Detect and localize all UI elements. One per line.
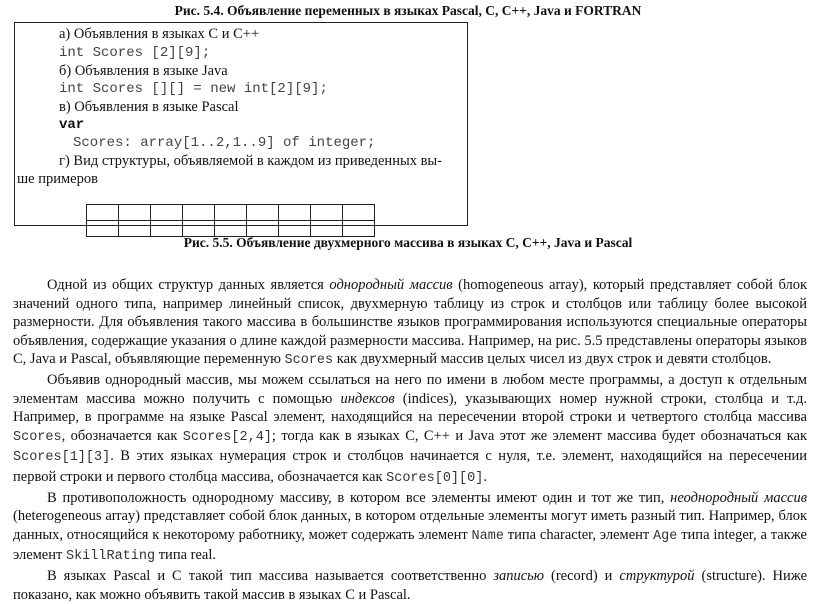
grid-row (87, 205, 375, 221)
array-structure-grid (86, 204, 375, 237)
grid-cell (87, 205, 119, 221)
inline-code: Scores[0][0] (386, 470, 484, 486)
grid-cell (343, 205, 375, 221)
paragraph-2 (13, 371, 807, 489)
paragraph-4 (13, 567, 807, 604)
text-run: (record) и (544, 567, 620, 584)
paragraph-1 (13, 276, 807, 371)
grid-cell (311, 205, 343, 221)
text-run: . В этих языках нумерация строк и столбцов начинается с нуля, т.е. элемент, находящийся на пересечении первой строки и первого столбца массива, обозначается как (13, 448, 807, 485)
text-run: Одной из общих структур данных является (47, 277, 330, 293)
emphasized-term: однородный массив (329, 277, 453, 293)
text-run: , обозначается как (61, 427, 183, 444)
example-a-label: а) Объявления в языках С и С++ (59, 26, 260, 42)
example-d-label-line1: г) Вид структуры, объявляемой в каждом из приведенных вы- (59, 153, 442, 169)
emphasized-term: структурой (619, 567, 695, 584)
text-run: (homogeneous array), который представляет собой блок значений одного типа, например линейный список, двухмерную таблицу из строк и столбцов или таблицу более высокой размерности. Для объявления такого массива в большинстве языков программирования используются специальные операторы объявления, содержащие указания о длине каждой размерности массива. Например, на рис. 5.5 представлены операторы языков С, Java и Pascal, объявляющие переменную (13, 277, 807, 368)
body-text (13, 276, 807, 604)
code-example-box (14, 22, 468, 226)
example-a-code: int Scores [2][9]; (59, 45, 211, 61)
grid-cell (183, 205, 215, 221)
figure-caption-5-5: Рис. 5.5. Объявление двухмерного массива в языках С, С++, Java и Pascal (183, 235, 633, 250)
figure-caption-5-4: Рис. 5.4. Объявление переменных в языках Pascal, C, C++, Java и FORTRAN (174, 3, 642, 18)
text-run: (structure). Ниже показано, как можно объявить такой массив в языках С и Pascal. (13, 567, 808, 603)
emphasized-term: записью (493, 567, 545, 584)
text-run: . (483, 468, 487, 485)
inline-code: Scores[2,4] (182, 429, 272, 445)
grid-cell (215, 205, 247, 221)
inline-code: SkillRating (65, 549, 156, 565)
grid-cell (247, 205, 279, 221)
example-c-code: Scores: array[1..2,1..9] of integer; (73, 135, 376, 151)
text-run: (indices), указывающих номер нужной строки, столбца и т.д. Например, в программе на языке Pascal элемент, находящийся на пересечении второй строки и четвертого столбца массива (13, 390, 807, 426)
inline-code: Age (653, 528, 678, 544)
grid-cell (279, 205, 311, 221)
example-c-keyword: var (59, 117, 85, 133)
text-run: В языках Pascal и С такой тип массива называется соответственно (47, 567, 494, 584)
text-run: (heterogeneous array) представляет собой блок данных, в котором отдельные элементы могут иметь разный тип. Например, блок данных, относящийся к некоторому работнику, может содержать элемент (13, 508, 807, 543)
text-run: типа integer, а также элемент (13, 526, 807, 564)
example-d-label-line2: ше примеров (17, 171, 98, 187)
example-b-code: int Scores [][] = new int[2][9]; (59, 81, 328, 97)
example-b-label: б) Объявления в языке Java (59, 63, 228, 79)
grid-cell (119, 205, 151, 221)
grid-cell (151, 205, 183, 221)
example-c-label: в) Объявления в языке Pascal (59, 99, 239, 115)
inline-code: Name (471, 528, 504, 544)
inline-code: Scores[1][3] (13, 450, 111, 466)
emphasized-term: неоднородный массив (670, 489, 807, 506)
text-run: ; тогда как в языках С, С++ и Java этот же элемент массива будет обозначаться как (271, 427, 807, 444)
emphasized-term: индексов (340, 390, 395, 407)
text-run: как двухмерный массив целых чисел из двух строк и девяти столбцов. (333, 351, 772, 368)
paragraph-3 (13, 489, 807, 567)
text-run: Объявив однородный массив, мы можем ссылаться на него по имени в любом месте программы, а доступ к отдельным элементам массива можно получить с помощью (13, 371, 807, 407)
inline-code: Scores (13, 429, 62, 445)
text-run: В противоположность однородному массиву, в котором все элементы имеют один и тот же тип, (47, 489, 671, 506)
inline-code: Scores (284, 353, 334, 369)
text-run: типа character, элемент (503, 526, 654, 543)
text-run: типа real. (155, 547, 216, 564)
